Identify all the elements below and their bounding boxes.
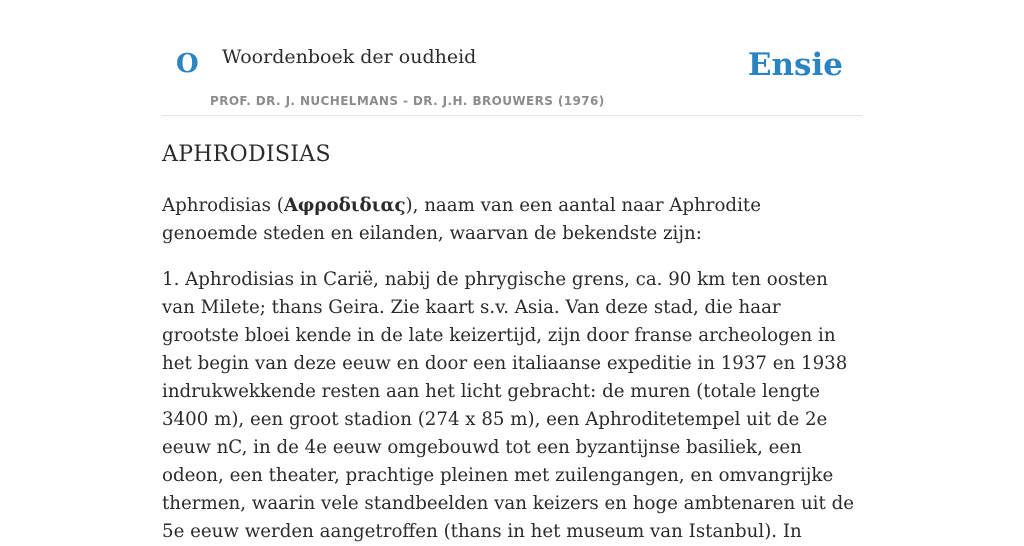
book-authors: PROF. DR. J. NUCHELMANS - DR. J.H. BROUWERS (1976): [210, 94, 605, 108]
entry-title: APHRODISIAS: [162, 142, 331, 167]
ensie-logo-link[interactable]: Ensie: [747, 47, 843, 83]
greek-name: Αφροδιδιας: [283, 195, 406, 216]
article-container: [162, 0, 862, 546]
intro-text-after: ), naam van een aantal naar Aphrodite genoemde steden en eilanden, waarvan de bekendste zijn:: [162, 195, 761, 244]
book-title-link[interactable]: Woordenboek der oudheid: [222, 46, 477, 68]
intro-text-before: Aphrodisias (: [162, 195, 284, 216]
index-letter-link[interactable]: O: [176, 49, 199, 79]
entry-intro-paragraph: [162, 192, 862, 248]
entry-paragraph-1: 1. Aphrodisias in Carië, nabij de phrygische grens, ca. 90 km ten oosten van Milete; thans Geira. Zie kaart s.v. Asia. Van deze stad, die haar grootste bloei kende in de late keizertijd, zijn door franse archeologen in het begin van deze eeuw en door een italiaanse expeditie in 1937 en 1938 indrukwekkende resten aan het licht gebracht: de muren (totale lengte 3400 m), een groot stadion (274 x 85 m), een Aphroditetempel uit de 2e eeuw nC, in de 4e eeuw omgebouwd tot een byzantijnse basiliek, een odeon, een theater, prachtige pleinen met zuilengangen, en omvangrijke thermen, waarin vele standbeelden van keizers en hoge ambtenaren uit de 5e eeuw werden aangetroffen (thans in het museum van Istanbul). In: [162, 269, 854, 542]
page-header: [162, 0, 862, 116]
